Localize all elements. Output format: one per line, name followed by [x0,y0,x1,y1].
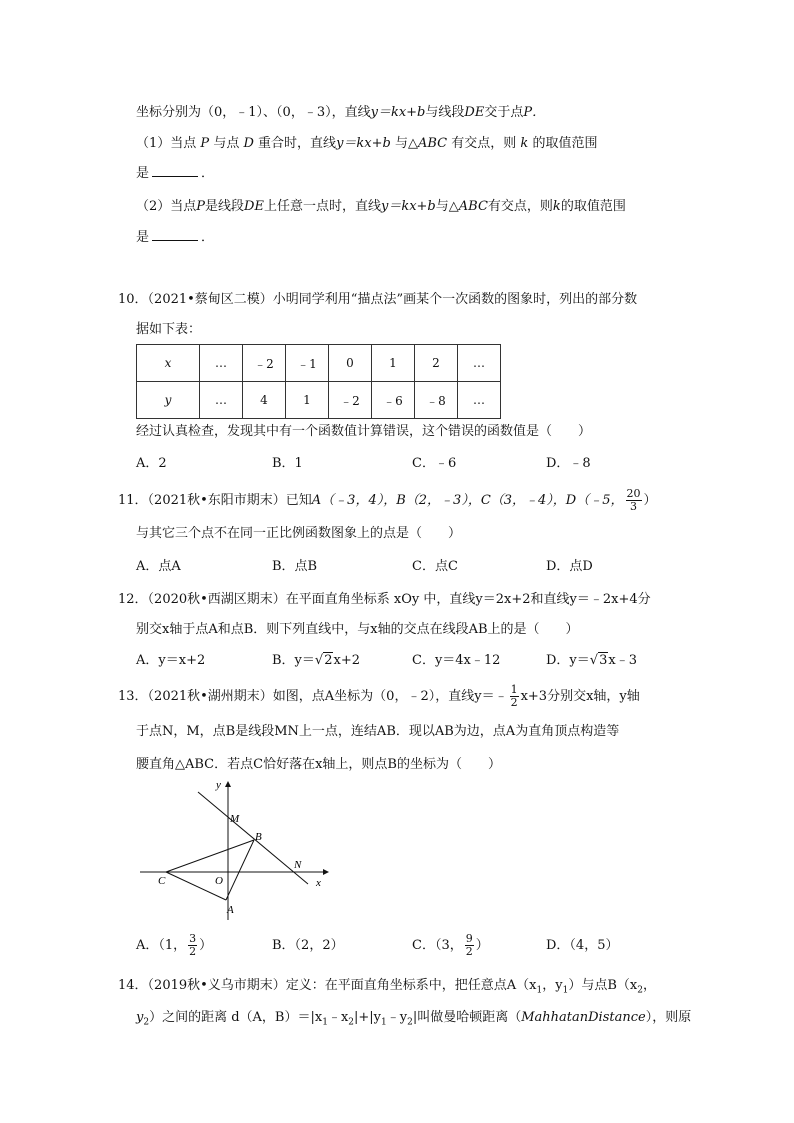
text: 的取值范围 [560,199,626,214]
label-a: A [227,904,234,916]
text: ，y [542,978,563,993]
fraction-denominator: 3 [630,500,638,513]
question-part-1 [136,134,597,154]
fraction-numerator: 3 [189,932,197,945]
variable: k [552,199,561,214]
text: 11．（2021秋•东阳市期末）已知 [118,493,312,508]
variable: k [520,136,529,151]
q13-stem-3: 腰直角△ABC．若点C恰好落在x轴上，则点B的坐标为（ ） [136,757,501,772]
equation: y＝kx+b [336,136,391,151]
q11-stem [118,488,657,514]
text: 有交点，则 [451,136,517,151]
option-a[interactable]: A．点A [136,559,181,574]
text: y [136,1010,144,1025]
q13-stem-2: 于点N，M，点B是线段MN上一点，连结AB．现以AB为边，点A为直角顶点构造等 [136,724,620,739]
text: （1）当点 [136,136,197,151]
triangle-label: ABC [458,199,488,214]
radicand: 2 [324,653,333,668]
text: 交于点 [484,105,524,120]
q11-stem-2: 与其它三个点不在同一正比例函数图象上的点是（ ） [136,526,462,541]
table-row [137,382,501,419]
text: ） [475,938,489,953]
label-x: x [316,877,321,889]
text: x+2 [333,653,360,668]
table-cell: ﹣1 [286,345,329,382]
q12-stem-2: 别交x轴于点A和点B．则下列直线中，与x轴的交点在线段AB上的是（ ） [136,622,579,637]
points-text: A（﹣3，4），B（2，﹣3），C（3，﹣4），D（﹣5， [311,493,624,508]
table-cell: ﹣2 [329,382,372,419]
equation: y＝kx+b [380,199,436,214]
table-cell: ﹣2 [243,345,286,382]
radicand: 3 [599,653,608,668]
q13-stem [118,684,640,710]
option-c[interactable]: C．点C [412,559,458,574]
point-label: P． [523,105,546,120]
segment-label: DE [464,105,485,120]
table-cell: 0 [329,345,372,382]
table-cell: ﹣6 [372,382,415,419]
text: ． [201,230,215,245]
option-d[interactable]: D．（4，5） [546,938,619,953]
label-y: y [216,779,221,791]
table-row [137,345,501,382]
option-b[interactable]: B．点B [272,559,318,574]
table-cell: … [458,345,501,382]
option-b[interactable]: B．y＝√2x+2 [272,653,360,668]
option-a[interactable] [136,933,212,959]
subscript: 1 [562,985,569,996]
text: ， [642,978,656,993]
option-c[interactable]: C．y＝4x﹣12 [412,653,501,668]
text: ）与点B（x [568,978,638,993]
table-cell: 2 [415,345,458,382]
table-cell: … [200,345,243,382]
table-cell: y [137,382,200,419]
text: 上任意一点时，直线 [263,199,381,214]
text: ﹣y [386,1010,408,1025]
text: x+3分别交x轴，y轴 [520,689,640,704]
option-b[interactable]: B．1 [272,456,303,471]
text: （2）当点 [136,199,197,214]
table-cell: 1 [372,345,415,382]
text: 有交点，则 [487,199,553,214]
subscript: 1 [536,985,543,996]
subscript: 1 [322,1017,328,1028]
text: B．y＝ [272,653,315,668]
text: x﹣3 [608,653,637,668]
subscript: 2 [143,1017,150,1028]
answer-line-1 [136,164,214,184]
label-n: N [294,859,302,871]
text: MahhatanDistance [521,1010,646,1025]
answer-line-2 [136,228,214,248]
text-line [136,103,545,123]
q12-stem: 12．（2020秋•西湖区期末）在平面直角坐标系 xOy 中，直线y＝2x+2和直线y＝﹣2x+4分 [118,592,651,607]
point-label: P [196,199,206,214]
table-cell: … [200,382,243,419]
option-c[interactable]: C．﹣6 [412,456,457,471]
option-d[interactable]: D．y＝√3x﹣3 [546,653,637,668]
fraction [188,933,197,958]
triangle-label: ABC [417,136,448,151]
text: ． [201,166,215,181]
text: ），则原 [645,1010,692,1025]
subscript: 1 [381,1017,387,1028]
equation: y＝kx+b [370,105,426,120]
answer-blank[interactable] [152,164,198,177]
text: 的取值范围 [532,136,598,151]
segment-label: DE [244,199,264,214]
fraction [626,488,642,513]
text: ）之间的距离 d（A，B）＝|x [149,1010,323,1025]
text: |叫做曼哈顿距离（ [412,1010,522,1025]
text: 与点 [213,136,240,151]
subscript: 2 [637,985,643,996]
answer-blank[interactable] [152,228,198,241]
question-part-2 [136,197,626,217]
point-label: D [243,136,254,151]
point-label: P [200,136,210,151]
text: 是 [136,166,150,181]
fraction-denominator: 2 [510,696,518,709]
fraction-denominator: 2 [465,945,473,958]
fraction [510,684,519,709]
text: ﹣x [327,1010,349,1025]
option-d[interactable]: D．﹣8 [546,456,591,471]
text: 坐标分别为（0，﹣1）、（0，﹣3），直线 [136,105,371,120]
data-table [136,344,501,419]
label-m: M [230,813,240,825]
text: 是 [136,230,150,245]
text: 是线段 [205,199,245,214]
table-cell: ﹣8 [415,382,458,419]
q14-stem [118,976,656,1001]
subscript: 2 [348,1017,355,1028]
fraction-numerator: 20 [626,487,641,500]
q10-stem-2: 据如下表： [136,322,202,337]
label-o: O [215,875,223,887]
option-a[interactable]: A．y＝x+2 [136,653,206,668]
option-b[interactable]: B．（2，2） [272,938,344,953]
text: 14．（2019秋•义乌市期末）定义：在平面直角坐标系中，把任意点A（x [118,978,537,993]
line-mn [198,792,308,884]
label-b: B [255,831,262,843]
geometry-figure [136,776,336,922]
fraction-numerator: 1 [510,683,518,696]
text: 重合时，直线 [258,136,337,151]
q14-stem-2 [136,1008,691,1033]
q10-stem: 10．（2021•蔡甸区二模）小明同学利用“描点法”画某个一次函数的图象时，列出的部分数 [118,292,638,307]
option-a[interactable]: A．2 [136,456,167,471]
q10-question: 经过认真检查，发现其中有一个函数值计算错误，这个错误的函数值是（ ） [136,424,592,439]
text: 13．（2021秋•湖州期末）如图，点A坐标为（0，﹣2），直线y＝﹣ [118,689,508,704]
label-c: C [158,875,166,887]
table-cell: … [458,382,501,419]
text: A．（1， [136,938,187,953]
subscript: 2 [407,1017,413,1028]
fraction-numerator: 9 [465,932,473,945]
table-cell: 4 [243,382,286,419]
fraction [465,933,474,958]
table-cell: 1 [286,382,329,419]
option-c[interactable] [412,933,489,959]
text: D．y＝ [546,653,590,668]
text: |+|y [354,1010,382,1025]
text: 与线段 [425,105,465,120]
table-cell: x [137,345,200,382]
fraction-denominator: 2 [189,945,197,958]
text: 与△ [394,136,418,151]
text: ） [643,493,657,508]
option-d[interactable]: D．点D [546,559,593,574]
text: ） [199,938,213,953]
text: C．（3， [412,938,463,953]
text: 与△ [435,199,459,214]
